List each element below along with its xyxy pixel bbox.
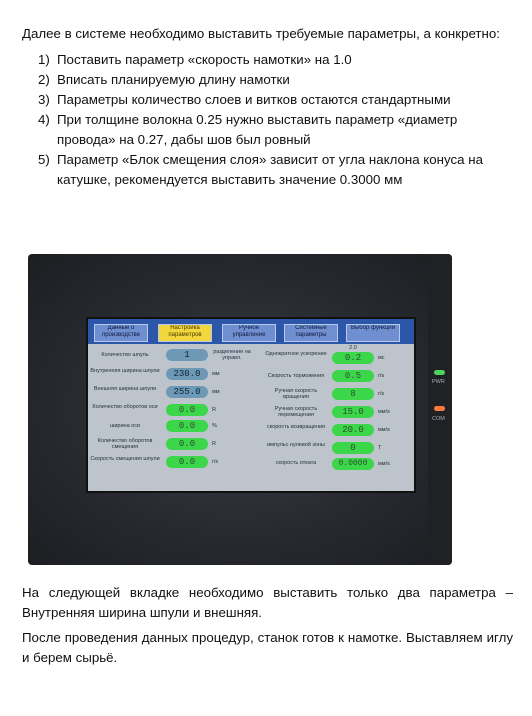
hmi-screen xyxy=(86,317,416,493)
com-led-icon xyxy=(434,406,445,411)
param-label: Скорость смещения шпули xyxy=(90,456,160,462)
param-label: Количество оборотов оси xyxy=(92,404,158,410)
param-unit: r/s xyxy=(378,391,385,397)
tab-system-parameters[interactable]: Системные параметры xyxy=(284,324,338,342)
param-unit: мм/s xyxy=(378,461,390,467)
param-value-field[interactable]: 20.0 xyxy=(332,424,374,436)
param-label: ширина оси xyxy=(109,423,141,429)
intro-text: Далее в системе необходимо выставить требуемые параметры, а конкретно: xyxy=(22,26,500,41)
param-unit: r/s xyxy=(378,373,385,379)
step-number: 5) xyxy=(38,152,50,167)
step-text: Поставить параметр «скорость намотки» на 1.0 xyxy=(57,52,352,67)
param-unit: мм/s xyxy=(378,427,390,433)
version-label: 2.0 xyxy=(349,345,357,351)
param-value-field[interactable]: 8 xyxy=(332,388,374,400)
param-value-field[interactable]: 0.0 xyxy=(166,404,208,416)
param-unit: R xyxy=(212,407,216,413)
power-led-icon xyxy=(434,370,445,375)
param-label: скорость отката xyxy=(275,460,317,466)
param-label: Количество шпуль xyxy=(101,352,149,358)
param-value-field[interactable]: 0.0 xyxy=(166,438,208,450)
param-value-field[interactable]: 1 xyxy=(166,349,208,361)
step-text: При толщине волокна 0.25 нужно выставить параметр «диаметр провода» на 0.27, дабы шов был ровный xyxy=(57,112,458,147)
param-unit: T xyxy=(378,445,382,451)
steps-list xyxy=(38,50,508,190)
step-item xyxy=(38,90,508,110)
device-photo xyxy=(28,254,452,565)
param-value-field[interactable]: 0.0 xyxy=(166,456,208,468)
param-label: Внешняя ширина шпули xyxy=(93,386,157,392)
param-label: Однократное ускорение xyxy=(265,351,327,357)
param-value-field[interactable]: 15.0 xyxy=(332,406,374,418)
param-label: скорость возвращения xyxy=(266,424,326,430)
param-value-field[interactable]: 230.0 xyxy=(166,368,208,380)
mode-note: разделение на управл. xyxy=(213,349,251,361)
param-value-field[interactable]: 255.0 xyxy=(166,386,208,398)
param-unit: мм/s xyxy=(378,409,390,415)
param-label: Количество оборотов смещения xyxy=(97,438,153,450)
param-label: Ручная скорость перемещения xyxy=(274,406,318,418)
step-number: 3) xyxy=(38,92,50,107)
param-value-field[interactable]: 0.0000 xyxy=(332,458,374,470)
step-text: Параметр «Блок смещения слоя» зависит от угла наклона конуса на катушке, рекомендуется выставить значение 0.3000 мм xyxy=(57,152,483,187)
step-text: Параметры количество слоев и витков остаются стандартными xyxy=(57,92,451,107)
tab-function-select[interactable]: Выбор функции xyxy=(346,324,400,342)
param-unit: мм xyxy=(212,371,220,377)
param-label: Ручная скорость вращения xyxy=(274,388,318,400)
step-item xyxy=(38,50,508,70)
com-label: COM xyxy=(432,416,445,422)
paragraph-next-tab: На следующей вкладке необходимо выставить только два параметра – Внутренняя ширина шпули и внешняя. xyxy=(22,585,513,620)
param-label: Внутренняя ширина шпули xyxy=(90,368,160,374)
param-label: Скорость торможения xyxy=(267,373,325,379)
param-unit: r/s xyxy=(212,459,219,465)
pwr-label: PWR xyxy=(432,379,445,385)
step-item xyxy=(38,150,508,190)
param-unit: мс xyxy=(378,355,385,361)
tab-production-data[interactable]: Данные о производстве xyxy=(94,324,148,342)
step-number: 2) xyxy=(38,72,50,87)
step-number: 1) xyxy=(38,52,50,67)
param-label: импульс нулевой зоны xyxy=(267,442,325,448)
param-value-field[interactable]: 0.0 xyxy=(166,420,208,432)
hmi-tab-bar xyxy=(88,319,414,344)
param-value-field[interactable]: 0.5 xyxy=(332,370,374,382)
param-value-field[interactable]: 0 xyxy=(332,442,374,454)
step-text: Вписать планируемую длину намотки xyxy=(57,72,290,87)
step-item xyxy=(38,70,508,90)
tab-parameter-settings[interactable]: Настройка параметров xyxy=(158,324,212,342)
paragraph-ready: После проведения данных процедур, станок готов к намотке. Выставляем иглу и берем сырьё. xyxy=(22,630,513,665)
tab-manual-control[interactable]: Ручное управление xyxy=(222,324,276,342)
param-unit: R xyxy=(212,441,216,447)
step-item xyxy=(38,110,508,150)
step-number: 4) xyxy=(38,112,50,127)
param-value-field[interactable]: 0.2 xyxy=(332,352,374,364)
param-unit: мм xyxy=(212,389,220,395)
param-unit: % xyxy=(212,423,217,429)
